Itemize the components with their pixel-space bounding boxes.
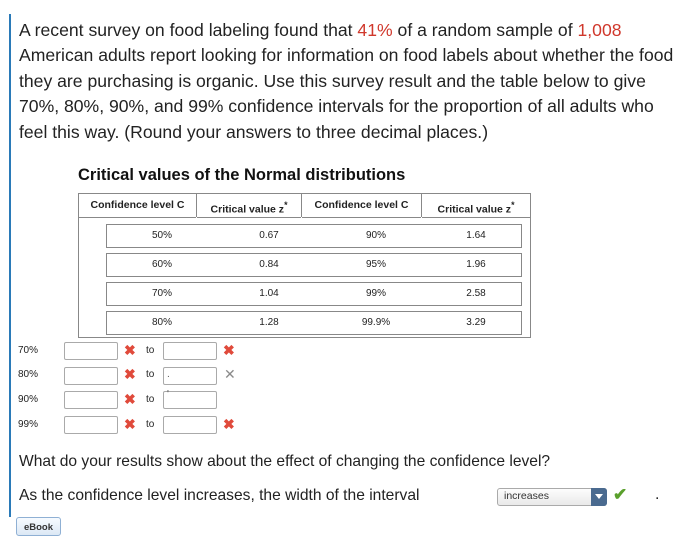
to-label: to xyxy=(146,394,155,405)
table-cell: 99.9% xyxy=(361,317,391,328)
header-label: Confidence level C xyxy=(90,199,185,211)
text-cursor-icon: ' xyxy=(167,389,169,400)
upper-bound-input-70[interactable] xyxy=(163,342,217,360)
interval-label-99: 99% xyxy=(18,419,39,430)
table-cell: 1.28 xyxy=(259,317,279,328)
sample-size: 1,008 xyxy=(577,20,622,40)
question-text xyxy=(19,18,679,145)
to-label: to xyxy=(146,345,155,356)
star-superscript: * xyxy=(284,200,288,210)
table-row xyxy=(106,311,522,335)
table-cell: 0.67 xyxy=(259,230,279,241)
critical-values-table xyxy=(78,193,531,338)
header-label: Critical value z xyxy=(210,203,285,216)
upper-bound-input-80[interactable] xyxy=(163,367,217,385)
table-header xyxy=(79,194,196,218)
followup-statement: As the confidence level increases, the width of the interval xyxy=(19,487,420,504)
incorrect-x-icon: ✕ xyxy=(224,366,236,382)
ebook-button[interactable]: eBook xyxy=(16,517,61,536)
table-cell: 80% xyxy=(151,317,172,328)
question-text-part: of a random sample of xyxy=(392,20,578,40)
table-cell: 1.04 xyxy=(259,288,279,299)
incorrect-x-icon: ✖ xyxy=(124,391,136,407)
lower-bound-input-80[interactable] xyxy=(64,367,118,385)
incorrect-x-icon: ✖ xyxy=(124,366,136,382)
table-cell: 90% xyxy=(365,230,386,241)
table-header xyxy=(197,194,301,218)
table-cell: 95% xyxy=(365,259,386,270)
table-row xyxy=(106,282,522,306)
table-header xyxy=(422,194,530,218)
table-cell: 99% xyxy=(365,288,386,299)
interval-width-select[interactable] xyxy=(497,488,607,506)
incorrect-x-icon: ✖ xyxy=(124,416,136,432)
header-label: Confidence level C xyxy=(314,199,409,211)
table-row xyxy=(106,224,522,248)
table-cell: 50% xyxy=(151,230,172,241)
lower-bound-input-99[interactable] xyxy=(64,416,118,434)
incorrect-x-icon: ✖ xyxy=(223,342,235,358)
sample-percent: 41% xyxy=(357,20,393,40)
table-title: Critical values of the Normal distributions xyxy=(78,166,406,184)
question-text-part: American adults report looking for information on food labels about whether the food they are purchasing is organic. Use this survey result and the table below to give 70%, 80%, 90%, and 99% confidence intervals for the proportion of all adults who feel this way. (Round your answers to three decimal places.) xyxy=(19,45,674,142)
followup-question: What do your results show about the effect of changing the confidence level? xyxy=(19,453,551,470)
upper-bound-input-99[interactable] xyxy=(163,416,217,434)
lower-bound-input-70[interactable] xyxy=(64,342,118,360)
select-value: increases xyxy=(504,490,549,502)
table-cell: 0.84 xyxy=(259,259,279,270)
interval-label-90: 90% xyxy=(18,394,39,405)
incorrect-x-icon: ✖ xyxy=(124,342,136,358)
table-header xyxy=(302,194,421,218)
table-cell: 1.64 xyxy=(466,230,486,241)
to-label: to xyxy=(146,369,155,380)
table-cell: 3.29 xyxy=(466,317,486,328)
chevron-down-icon[interactable] xyxy=(591,488,607,506)
text-cursor-icon: . xyxy=(167,369,170,380)
to-label: to xyxy=(146,419,155,430)
upper-bound-input-90[interactable] xyxy=(163,391,217,409)
table-cell: 2.58 xyxy=(466,288,486,299)
question-text-part: A recent survey on food labeling found that xyxy=(19,20,358,40)
star-superscript: * xyxy=(511,200,515,210)
interval-label-80: 80% xyxy=(18,369,39,380)
table-cell: 1.96 xyxy=(466,259,486,270)
table-cell: 60% xyxy=(151,259,172,270)
header-label: Critical value z xyxy=(437,203,512,216)
correct-check-icon: ✔ xyxy=(613,485,628,504)
sentence-period: . xyxy=(655,486,660,503)
table-row xyxy=(106,253,522,277)
lower-bound-input-90[interactable] xyxy=(64,391,118,409)
interval-label-70: 70% xyxy=(18,345,39,356)
incorrect-x-icon: ✖ xyxy=(223,416,235,432)
table-cell: 70% xyxy=(151,288,172,299)
